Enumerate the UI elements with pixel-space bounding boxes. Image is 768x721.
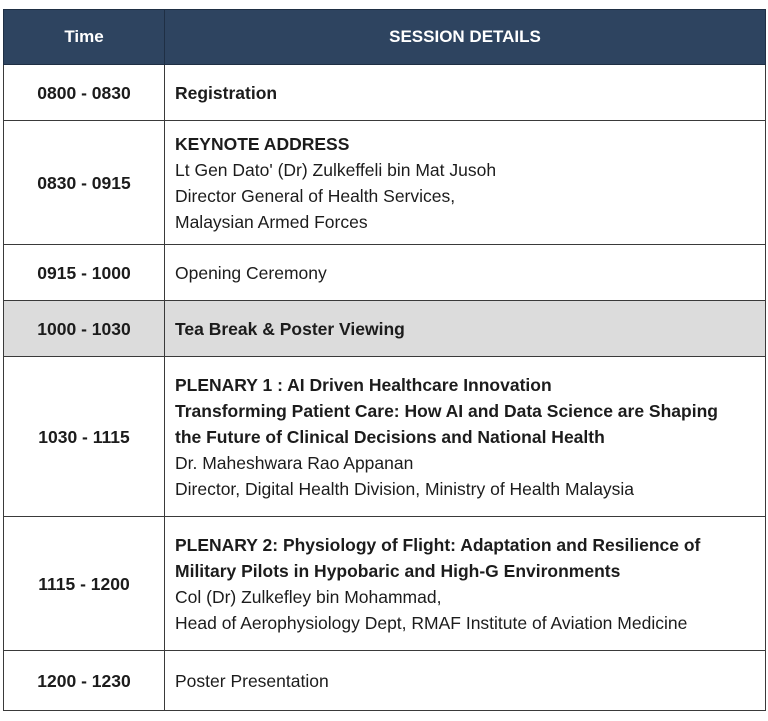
session-details-column-header: SESSION DETAILS (165, 10, 766, 65)
time-slot: 0915 - 1000 (4, 245, 165, 301)
time-slot: 1030 - 1115 (4, 357, 165, 517)
session-title: Tea Break & Poster Viewing (175, 318, 405, 339)
table-row (4, 357, 766, 517)
session-title: KEYNOTE ADDRESS (175, 133, 350, 154)
session-title: PLENARY 2: Physiology of Flight: Adaptation and Resilience of (175, 534, 701, 555)
speaker-role: Head of Aerophysiology Dept, RMAF Institute of Aviation Medicine (175, 612, 688, 633)
schedule-table (3, 9, 766, 711)
session-title: Poster Presentation (175, 670, 329, 691)
speaker-role: Director, Digital Health Division, Ministry of Health Malaysia (175, 478, 635, 499)
time-slot: 1115 - 1200 (4, 517, 165, 651)
table-row (4, 245, 766, 301)
session-subtitle: the Future of Clinical Decisions and National Health (175, 426, 605, 447)
table-row (4, 301, 766, 357)
table-row (4, 651, 766, 711)
session-cell (165, 357, 766, 517)
session-title: Registration (175, 82, 278, 103)
session-cell (165, 301, 766, 357)
session-subtitle: Transforming Patient Care: How AI and Data Science are Shaping (175, 400, 718, 421)
table-row (4, 65, 766, 121)
speaker-name: Lt Gen Dato' (Dr) Zulkeffeli bin Mat Jusoh (175, 159, 497, 180)
time-slot: 0830 - 0915 (4, 121, 165, 245)
speaker-role: Director General of Health Services, (175, 185, 456, 206)
table-row (4, 121, 766, 245)
time-slot: 1000 - 1030 (4, 301, 165, 357)
time-column-header: Time (4, 10, 165, 65)
session-cell (165, 517, 766, 651)
session-title: Opening Ceremony (175, 262, 327, 283)
session-cell (165, 651, 766, 711)
session-subtitle: Military Pilots in Hypobaric and High-G Environments (175, 560, 621, 581)
time-slot: 1200 - 1230 (4, 651, 165, 711)
speaker-name: Dr. Maheshwara Rao Appanan (175, 452, 414, 473)
session-cell (165, 121, 766, 245)
speaker-name: Col (Dr) Zulkefley bin Mohammad, (175, 586, 442, 607)
time-slot: 0800 - 0830 (4, 65, 165, 121)
session-title: PLENARY 1 : AI Driven Healthcare Innovation (175, 374, 552, 395)
table-row (4, 517, 766, 651)
speaker-organization: Malaysian Armed Forces (175, 211, 368, 232)
session-cell (165, 245, 766, 301)
session-cell (165, 65, 766, 121)
header-row (4, 10, 766, 65)
